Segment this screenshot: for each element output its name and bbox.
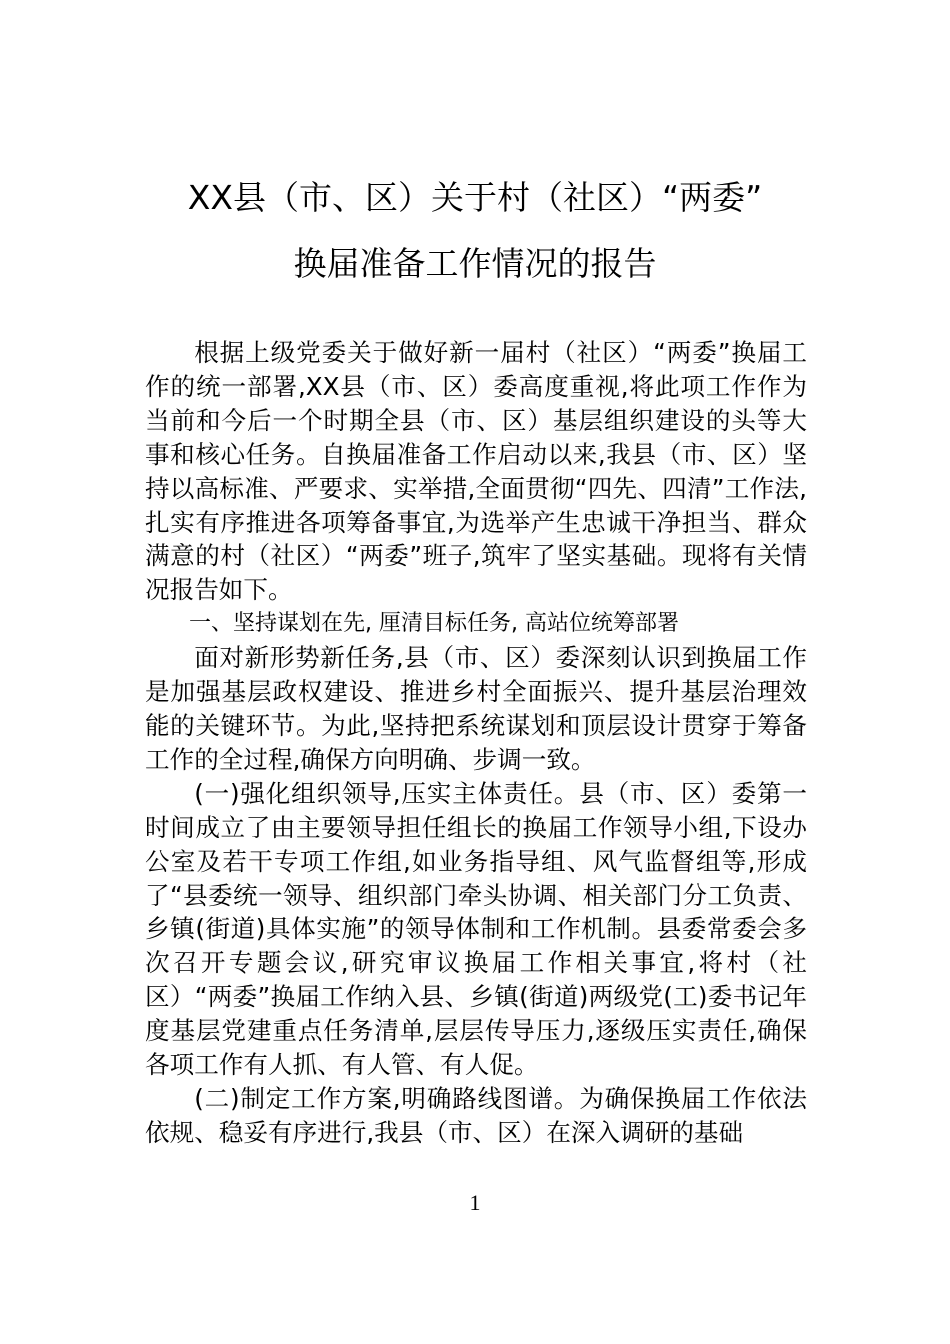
subsection-one-paragraph: (一)强化组织领导,压实主体责任。县（市、区）委第一时间成立了由主要领导担任组长的换届工作领导小组,下设办公室及若干专项工作组,如业务指导组、风气监督组等,形成了“县委统一领导、组织部门牵头协调、相关部门分工负责、乡镇(街道)具体实施”的领导体制和工作机制。县委常委会多次召开专题会议,研究审议换届工作相关事宜,将村（社区）“两委”换届工作纳入县、乡镇(街道)两级党(工)委书记年度基层党建重点任务清单,层层传导压力,逐级压实责任,确保各项工作有人抓、有人管、有人促。: [145, 778, 807, 1080]
page-number: 1: [469, 1190, 481, 1215]
section-heading-one: 一、坚持谋划在先, 厘清目标任务, 高站位统筹部署: [189, 611, 679, 637]
document-body: [145, 336, 807, 1150]
intro-paragraph: 根据上级党委关于做好新一届村（社区）“两委”换届工作的统一部署,XX县（市、区）委高度重视,将此项工作作为当前和今后一个时期全县（市、区）基层组织建设的头等大事和核心任务。自换届准备工作启动以来,我县（市、区）坚持以高标准、严要求、实举措,全面贯彻“四先、四清”工作法,扎实有序推进各项筹备事宜,为选举产生忠诚干净担当、群众满意的村（社区）“两委”班子,筑牢了坚实基础。现将有关情况报告如下。: [145, 338, 807, 605]
document-title-line-1: XX县（市、区）关于村（社区）“两委”: [187, 178, 763, 217]
document-title-line-2: 换届准备工作情况的报告: [293, 244, 657, 283]
section-one-paragraph: 面对新形势新任务,县（市、区）委深刻认识到换届工作是加强基层政权建设、推进乡村全面振兴、提升基层治理效能的关键环节。为此,坚持把系统谋划和顶层设计贯穿于筹备工作的全过程,确保方向明确、步调一致。: [145, 643, 807, 774]
subsection-two-paragraph: (二)制定工作方案,明确路线图谱。为确保换届工作依法依规、稳妥有序进行,我县（市、区）在深入调研的基础: [145, 1083, 807, 1147]
